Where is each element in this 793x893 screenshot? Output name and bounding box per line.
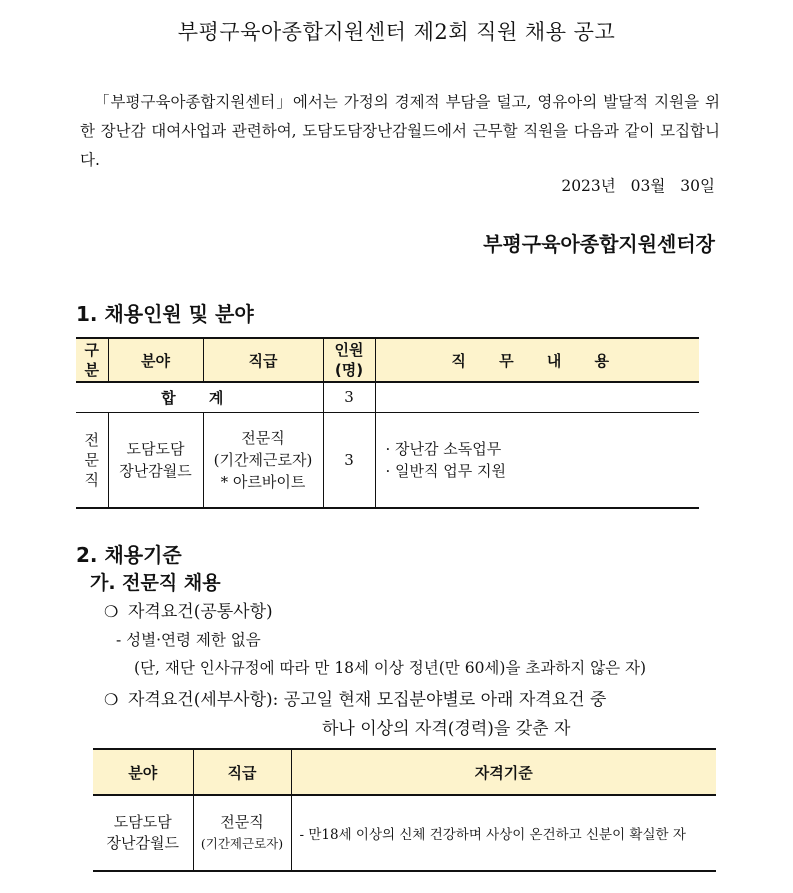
row-field: 도담도담 장난감월드 bbox=[93, 795, 193, 871]
row-position: 전문직 (기간제근로자) * 아르바이트 bbox=[203, 412, 323, 508]
col-field: 분야 bbox=[93, 749, 193, 795]
col-position: 직급 bbox=[203, 338, 323, 382]
col-duties: 직 무 내 용 bbox=[375, 338, 699, 382]
table-row bbox=[93, 795, 716, 871]
total-duties bbox=[375, 382, 699, 412]
section1-heading: 1. 채용인원 및 분야 bbox=[76, 302, 254, 326]
row-count: 3 bbox=[323, 412, 375, 508]
section2-heading: 2. 채용기준 bbox=[76, 543, 182, 567]
subsection-heading: 가. 전문직 채용 bbox=[90, 572, 221, 594]
announcement-date: 2023년 03월 30일 bbox=[561, 177, 715, 195]
col-count: 인원 (명) bbox=[323, 338, 375, 382]
col-criteria: 자격기준 bbox=[291, 749, 716, 795]
req-common-title: ❍ 자격요건(공통사항) bbox=[104, 602, 273, 622]
signer: 부평구육아종합지원센터장 bbox=[483, 232, 715, 256]
row-duties: · 장난감 소독업무 · 일반직 업무 지원 bbox=[375, 412, 699, 508]
req-common-item: - 성별·연령 제한 없음 bbox=[116, 631, 261, 649]
row-position: 전문직 (기간제근로자) bbox=[193, 795, 291, 871]
req-detail-line1: ❍ 자격요건(세부사항): 공고일 현재 모집분야별로 아래 자격요건 중 bbox=[104, 690, 607, 710]
row-category: 전 문 직 bbox=[76, 412, 108, 508]
recruitment-table-header bbox=[76, 338, 699, 382]
req-common-note: (단, 재단 인사규정에 따라 만 18세 이상 정년(만 60세)을 초과하지 않은 자) bbox=[134, 659, 647, 677]
row-field: 도담도담 장난감월드 bbox=[108, 412, 203, 508]
table-row bbox=[76, 412, 699, 508]
col-position: 직급 bbox=[193, 749, 291, 795]
total-count: 3 bbox=[323, 382, 375, 412]
page-title: 부평구육아종합지원센터 제2회 직원 채용 공고 bbox=[177, 20, 616, 44]
recruitment-table bbox=[76, 337, 699, 509]
intro-paragraph: 「부평구육아종합지원센터」에서는 가정의 경제적 부담을 덜고, 영유아의 발달적 지원을 위한 장난감 대여사업과 관련하여, 도담도담장난감월드에서 근무할 직원을 다음과 같이 모집합니다. bbox=[80, 93, 720, 169]
circle-bullet-icon: ❍ bbox=[104, 690, 119, 709]
row-criteria: - 만18세 이상의 신체 건강하며 사상이 온건하고 신분이 확실한 자 bbox=[291, 795, 716, 871]
qualification-table bbox=[93, 748, 716, 872]
col-category: 구 분 bbox=[76, 338, 108, 382]
col-field: 분야 bbox=[108, 338, 203, 382]
qualification-table-header bbox=[93, 749, 716, 795]
total-row bbox=[76, 382, 699, 412]
total-label: 합 계 bbox=[76, 382, 323, 412]
req-detail-line2: 하나 이상의 자격(경력)을 갖춘 자 bbox=[322, 719, 571, 739]
circle-bullet-icon: ❍ bbox=[104, 602, 119, 621]
